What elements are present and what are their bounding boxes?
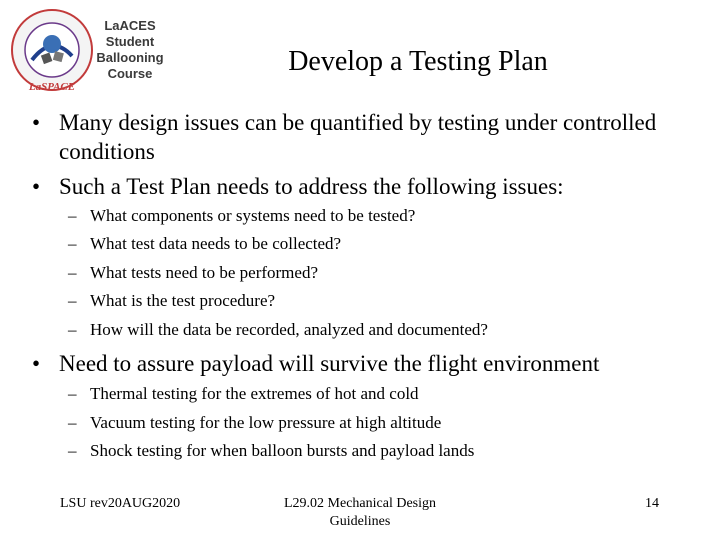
lasapce-logo <box>8 6 168 96</box>
sub-bullet-item <box>68 319 688 341</box>
sub-bullet-item <box>68 233 688 255</box>
sub-bullet-marker: – <box>68 320 77 339</box>
sub-bullet-item <box>68 440 688 462</box>
slide-title: Develop a Testing Plan <box>288 46 548 77</box>
seal-icon <box>8 6 96 96</box>
sub-bullet-marker: – <box>68 441 77 460</box>
bullet-text: Many design issues can be quantified by testing under controlled conditions <box>59 110 657 164</box>
sub-bullet-text: What test data needs to be collected? <box>90 234 342 253</box>
bullet-marker: • <box>32 174 41 199</box>
bullet-text: Such a Test Plan needs to address the following issues: <box>59 174 564 199</box>
bullet-item <box>32 349 702 378</box>
bullet-item <box>32 172 702 201</box>
footer-lesson-title <box>270 495 450 531</box>
seal-brand-text: LaSPACE <box>28 81 76 93</box>
page-number: 14 <box>645 496 659 511</box>
logo-title <box>94 18 166 82</box>
sub-bullet-marker: – <box>68 206 77 225</box>
bullet-text: Need to assure payload will survive the flight environment <box>59 351 600 376</box>
sub-bullet-text: What is the test procedure? <box>90 291 276 310</box>
sub-bullet-item <box>68 383 688 405</box>
sub-bullet-text: Vacuum testing for the low pressure at high altitude <box>90 413 442 432</box>
sub-bullet-text: How will the data be recorded, analyzed and documented? <box>90 320 488 339</box>
footer-lesson-line: Guidelines <box>329 514 391 529</box>
sub-bullet-item <box>68 412 688 434</box>
logo-line: Ballooning <box>96 50 164 65</box>
sub-bullet-item <box>68 290 688 312</box>
logo-line: Course <box>107 66 153 81</box>
sub-bullet-marker: – <box>68 263 77 282</box>
sub-bullet-marker: – <box>68 234 77 253</box>
bullet-marker: • <box>32 351 41 376</box>
sub-bullet-text: Shock testing for when balloon bursts and payload lands <box>90 441 475 460</box>
footer-lesson-line: L29.02 Mechanical Design <box>283 496 436 511</box>
footer-revision: LSU rev20AUG2020 <box>60 496 181 511</box>
sub-bullet-text: Thermal testing for the extremes of hot and cold <box>90 384 419 403</box>
sub-bullet-text: What components or systems need to be tested? <box>90 206 416 225</box>
bullet-item <box>32 108 702 166</box>
logo-line: Student <box>105 34 155 49</box>
sub-bullet-marker: – <box>68 413 77 432</box>
sub-bullet-item <box>68 262 688 284</box>
bullet-marker: • <box>32 110 41 135</box>
sub-bullet-marker: – <box>68 291 77 310</box>
sub-bullet-marker: – <box>68 384 77 403</box>
logo-line: LaACES <box>104 18 156 33</box>
sub-bullet-text: What tests need to be performed? <box>90 263 318 282</box>
sub-bullet-item <box>68 205 688 227</box>
